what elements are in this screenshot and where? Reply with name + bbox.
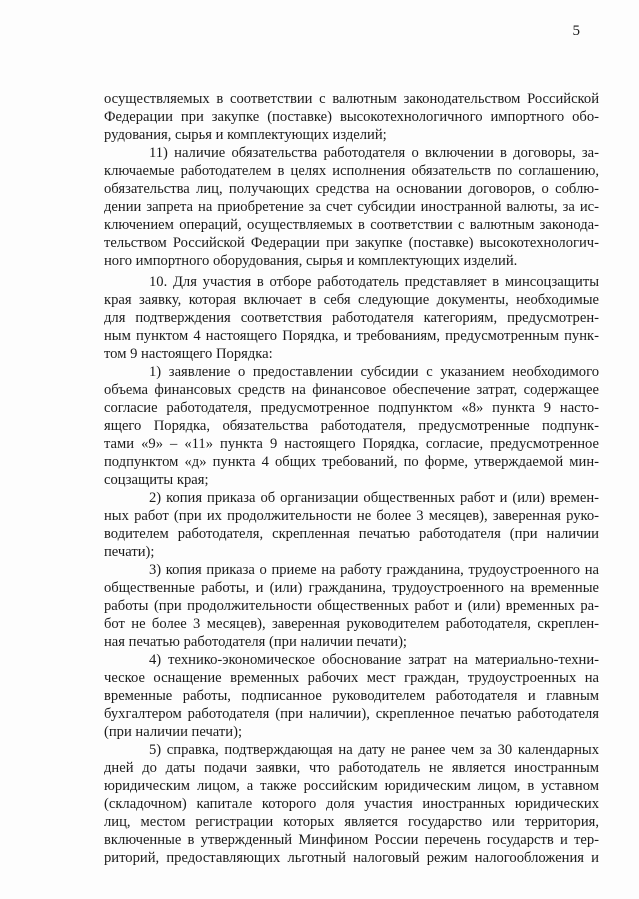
text-line: работы (при продолжительности общественных работ и (или) временных ра- (104, 598, 599, 614)
text-line: ящего Порядка, обязательства работодателя, предусмотренные подпунк- (104, 418, 599, 434)
text-line: (при наличии печати); (104, 724, 243, 740)
text-line: ключаемые работодателем в целях исполнения обязательств по соглашению, (104, 163, 599, 179)
text-line: объема финансовых средств на финансовое обеспечение затрат, содержащее (104, 382, 599, 398)
text-line: дней до даты подачи заявки, что работодатель не является иностранным (104, 760, 599, 776)
text-line: обязательства лиц, получающих средства на основании договоров, о соблю- (104, 181, 599, 197)
text-line: ная печатью работодателя (при наличии печати); (104, 634, 407, 650)
text-line: подпунктом «д» пункта 4 общих требований, по форме, утверждаемой мин- (104, 454, 599, 470)
text-line: риторий, предоставляющих льготный налоговый режим налогообложения и (104, 850, 599, 866)
text-line: 3) копия приказа о приеме на работу гражданина, трудоустроенного на (149, 562, 599, 578)
text-line: включенные в утвержденный Минфином России перечень государств и тер- (104, 832, 599, 848)
text-line: рудования, сырья и комплектующих изделий; (104, 127, 387, 143)
text-line: 4) технико-экономическое обоснование затрат на материально-техни- (149, 652, 599, 668)
text-line: тами «9» – «11» пункта 9 настоящего Порядка, согласие, предусмотренное (104, 436, 599, 452)
text-line: края заявку, которая включает в себя следующие документы, необходимые (104, 292, 599, 308)
text-line: водителем работодателя, скрепленная печатью работодателя (при наличии (104, 526, 599, 542)
text-line: том 9 настоящего Порядка: (104, 346, 273, 362)
text-line: ческое оснащение временных рабочих мест граждан, трудоустроенных на (104, 670, 599, 686)
text-line: 2) копия приказа об организации общественных работ и (или) времен- (149, 490, 599, 506)
text-line: соцзащиты края; (104, 472, 209, 488)
text-line: согласие работодателя, предусмотренное подпунктом «8» пункта 9 насто- (104, 400, 599, 416)
text-line: бухгалтером работодателя (при наличии), скрепленное печатью работодателя (104, 706, 599, 722)
text-line: 10. Для участия в отборе работодатель представляет в минсоцзащиты (149, 274, 599, 290)
text-line: для подтверждения соответствия работодателя категориям, предусмотрен- (104, 310, 599, 326)
text-line: 5) справка, подтверждающая на дату не ранее чем за 30 календарных (149, 742, 599, 758)
text-line: печати); (104, 544, 155, 560)
page-number: 5 (572, 23, 580, 39)
text-line: ным пунктом 4 настоящего Порядка, и требованиям, предусмотренным пунк- (104, 328, 599, 344)
text-line: тельством Российской Федерации при закупке (поставке) высокотехнологич- (104, 235, 599, 251)
text-line: осуществляемых в соответствии с валютным законодательством Российской (104, 91, 599, 107)
text-line: бот не более 3 месяцев), заверенная руководителем работодателя, скреплен- (104, 616, 599, 632)
text-line: временные работы, подписанное руководителем работодателя и главным (104, 688, 599, 704)
text-line: ных работ (при их продолжительности не более 3 месяцев), заверенная руко- (104, 508, 599, 524)
text-line: Федерации при закупке (поставке) высокотехнологичного импортного обо- (104, 109, 599, 125)
text-line: лиц, местом регистрации которых является государство или территория, (104, 814, 599, 830)
text-line: ключением операций, осуществляемых в соответствии с валютным законода- (104, 217, 599, 233)
text-line: 1) заявление о предоставлении субсидии с указанием необходимого (149, 364, 599, 380)
text-line: общественные работы, и (или) гражданина, трудоустроенного на временные (104, 580, 599, 596)
text-line: дении запрета на приобретение за счет субсидии иностранной валюты, за ис- (104, 199, 599, 215)
text-block-top (104, 90, 599, 270)
text-line: 11) наличие обязательства работодателя о включении в договоры, за- (149, 145, 599, 161)
text-line: ного импортного оборудования, сырья и комплектующих изделий. (104, 253, 518, 269)
text-block-bottom (104, 273, 599, 867)
text-line: юридическим лицом, а также российским юридическим лицом, в уставном (104, 778, 599, 794)
text-line: (складочном) капитале которого доля участия иностранных юридических (104, 796, 599, 812)
